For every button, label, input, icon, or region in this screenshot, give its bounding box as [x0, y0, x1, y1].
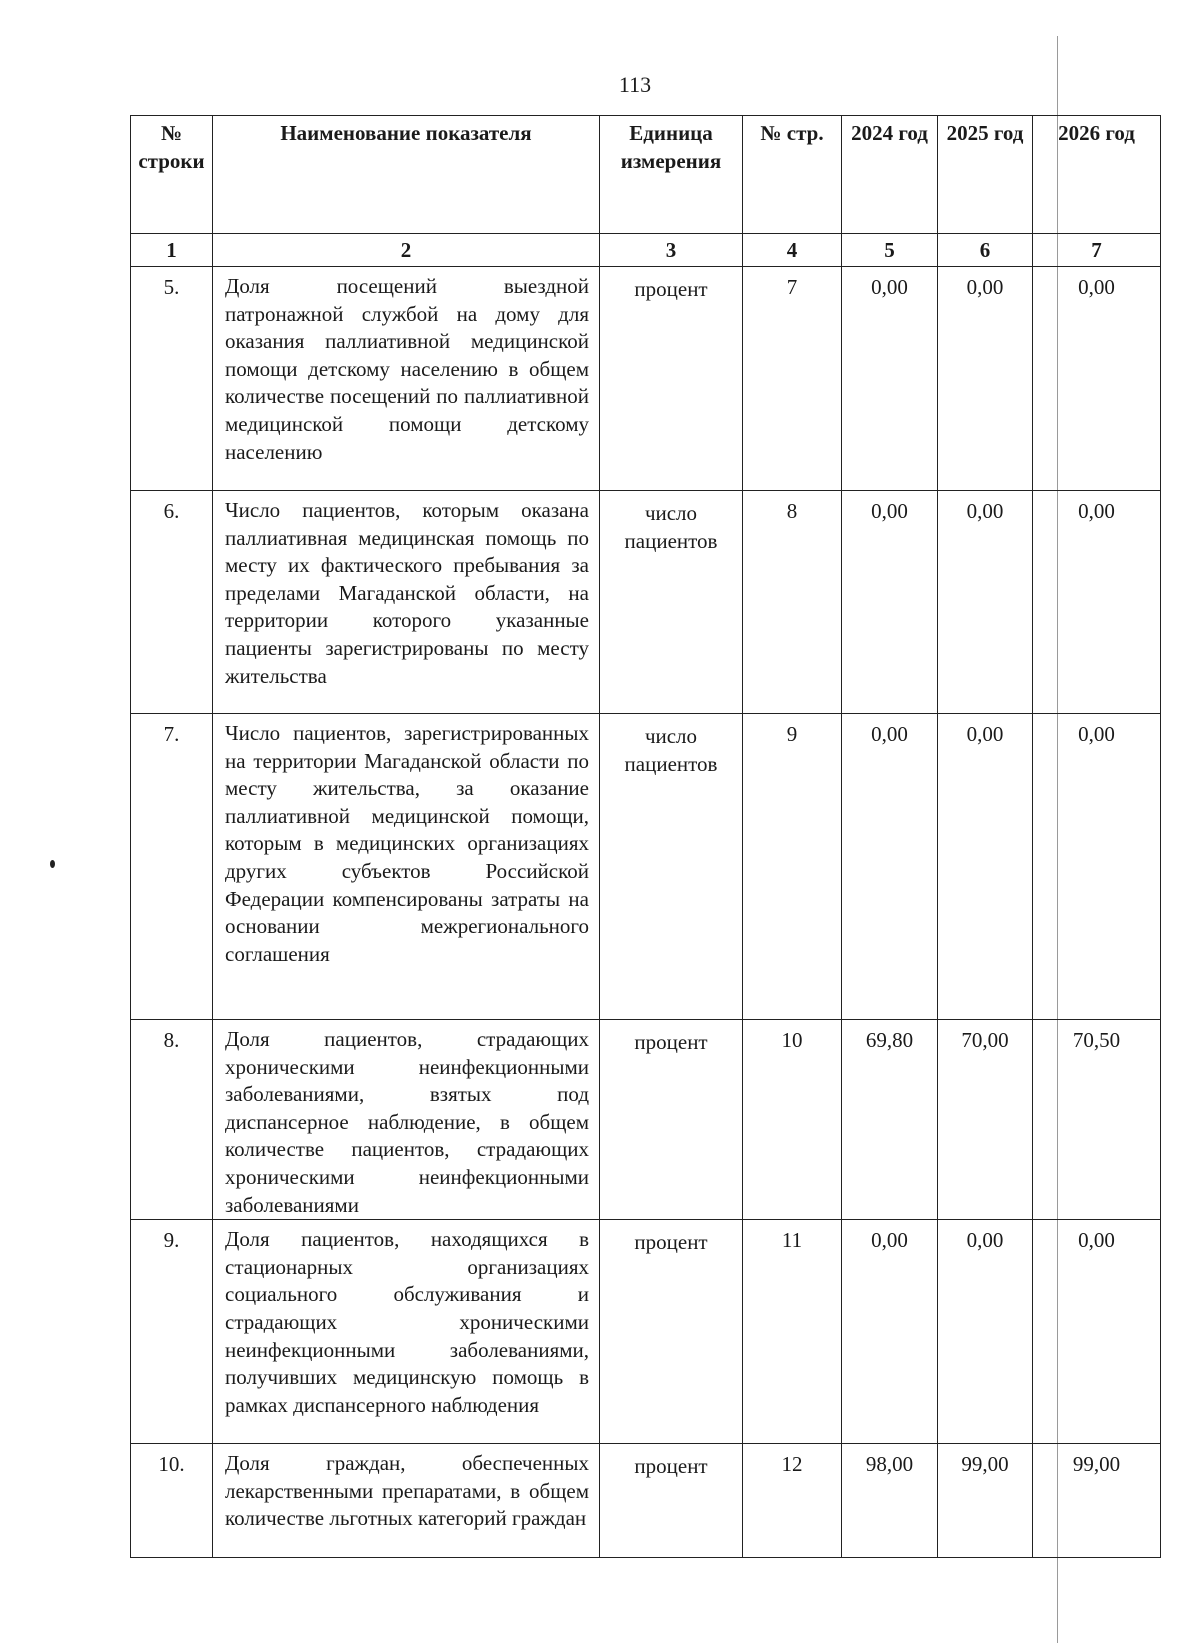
value-2025: 0,00 [938, 491, 1033, 714]
header-row [131, 116, 1161, 234]
header-cell: № стр. [743, 116, 842, 234]
table-row [131, 1444, 1161, 1558]
column-number: 7 [1033, 234, 1161, 267]
row-number: 8. [131, 1020, 213, 1220]
row-number: 9. [131, 1220, 213, 1444]
table-row [131, 1220, 1161, 1444]
column-number: 5 [842, 234, 938, 267]
value-2024: 69,80 [842, 1020, 938, 1220]
header-cell: 2026 год [1033, 116, 1161, 234]
unit-cell: число пациентов [600, 714, 743, 1020]
scan-speck [50, 860, 55, 868]
column-number: 3 [600, 234, 743, 267]
value-2026: 99,00 [1033, 1444, 1161, 1558]
value-2024: 0,00 [842, 267, 938, 491]
page-number: 113 [618, 72, 652, 97]
value-2024: 0,00 [842, 491, 938, 714]
row-number: 7. [131, 714, 213, 1020]
unit-cell: процент [600, 1220, 743, 1444]
indicator-name: Доля граждан, обеспеченных лекарственными препаратами, в общем количестве льготных категорий граждан [213, 1444, 600, 1558]
value-2026: 0,00 [1033, 491, 1161, 714]
header-cell: Единица измерения [600, 116, 743, 234]
value-2025: 0,00 [938, 1220, 1033, 1444]
line-number-cell: 10 [743, 1020, 842, 1220]
column-number: 6 [938, 234, 1033, 267]
value-2024: 98,00 [842, 1444, 938, 1558]
table-row [131, 491, 1161, 714]
value-2024: 0,00 [842, 714, 938, 1020]
indicator-name: Доля посещений выездной патронажной службой на дому для оказания паллиативной медицинской помощи детскому населению в общем количестве посещений по паллиативной медицинской помощи детскому населению [213, 267, 600, 491]
value-2025: 99,00 [938, 1444, 1033, 1558]
indicator-name: Доля пациентов, находящихся в стационарных организациях социального обслуживания и страдающих хроническими неинфекционными заболеваниями, получивших медицинскую помощь в рамках диспансерного наблюдения [213, 1220, 600, 1444]
value-2025: 0,00 [938, 714, 1033, 1020]
indicator-name: Число пациентов, которым оказана паллиативная медицинская помощь по месту их фактического пребывания за пределами Магаданской области, на территории которого указанные пациенты зарегистрированы по месту жительства [213, 491, 600, 714]
table-row [131, 1020, 1161, 1220]
unit-cell: процент [600, 267, 743, 491]
table-row [131, 714, 1161, 1020]
line-number-cell: 11 [743, 1220, 842, 1444]
column-number: 2 [213, 234, 600, 267]
unit-cell: число пациентов [600, 491, 743, 714]
value-2026: 0,00 [1033, 267, 1161, 491]
line-number-cell: 7 [743, 267, 842, 491]
header-cell: № строки [131, 116, 213, 234]
indicator-name: Число пациентов, зарегистрированных на территории Магаданской области по месту жительства, за оказание паллиативной медицинской помощи, которым в медицинских организациях других субъектов Российской Федерации компенсированы затраты на основании межрегионального соглашения [213, 714, 600, 1020]
value-2024: 0,00 [842, 1220, 938, 1444]
row-number: 5. [131, 267, 213, 491]
value-2026: 0,00 [1033, 714, 1161, 1020]
indicators-table [130, 115, 1161, 1558]
value-2026: 70,50 [1033, 1020, 1161, 1220]
header-cell: 2024 год [842, 116, 938, 234]
header-cell: 2025 год [938, 116, 1033, 234]
line-number-cell: 8 [743, 491, 842, 714]
line-number-cell: 12 [743, 1444, 842, 1558]
unit-cell: процент [600, 1020, 743, 1220]
value-2025: 0,00 [938, 267, 1033, 491]
indicator-name: Доля пациентов, страдающих хроническими неинфекционными заболеваниями, взятых под диспансерное наблюдение, в общем количестве пациентов, страдающих хроническими неинфекционными заболеваниями [213, 1020, 600, 1220]
unit-cell: процент [600, 1444, 743, 1558]
header-cell: Наименование показателя [213, 116, 600, 234]
table-row [131, 267, 1161, 491]
column-number-row [131, 234, 1161, 267]
row-number: 6. [131, 491, 213, 714]
value-2025: 70,00 [938, 1020, 1033, 1220]
column-number: 1 [131, 234, 213, 267]
line-number-cell: 9 [743, 714, 842, 1020]
column-number: 4 [743, 234, 842, 267]
row-number: 10. [131, 1444, 213, 1558]
value-2026: 0,00 [1033, 1220, 1161, 1444]
